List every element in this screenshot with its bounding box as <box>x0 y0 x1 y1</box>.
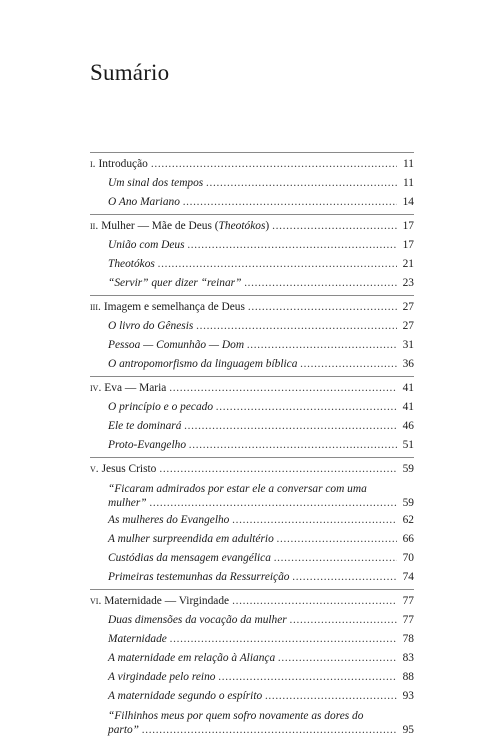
subsection-title-line2: mulher” <box>108 497 147 509</box>
page-number: 51 <box>402 439 414 451</box>
subsection-title: O antropomorfismo da linguagem bíblica <box>108 358 298 370</box>
subsection-title-line2: parto” <box>108 724 140 736</box>
toc-subsection-entry[interactable] <box>90 255 414 274</box>
chapter-title: Eva — Maria <box>104 382 167 394</box>
toc-subsection-entry[interactable] <box>90 611 414 630</box>
subsection-title: Custódias da mensagem evangélica <box>108 552 271 564</box>
dot-leader <box>183 193 397 212</box>
toc-chapter-entry[interactable] <box>90 460 414 479</box>
subsection-title: A virgindade pelo reino <box>108 671 216 683</box>
chapter-numeral: i. <box>90 158 96 170</box>
dot-leader <box>184 417 397 436</box>
chapter-title-part: Mulher — Mãe de Deus ( <box>101 220 219 232</box>
page-number: 83 <box>402 652 414 664</box>
subsection-title: Ele te dominará <box>108 420 182 432</box>
page-number: 11 <box>403 158 414 170</box>
subsection-title: O Ano Mariano <box>108 196 180 208</box>
page-number: 78 <box>402 633 414 645</box>
chapter-numeral: iv. <box>90 382 102 394</box>
page-number: 23 <box>402 277 414 289</box>
chapter-title: Introdução <box>98 158 148 170</box>
toc-chapter-entry[interactable] <box>90 217 414 236</box>
page-number: 93 <box>402 690 414 702</box>
dot-leader <box>216 398 397 417</box>
page-number: 77 <box>402 614 414 626</box>
page-number: 11 <box>403 177 414 189</box>
chapter-title-part: ) <box>265 220 270 232</box>
dot-leader <box>196 317 397 336</box>
toc-chapter-entry[interactable] <box>90 592 414 611</box>
toc-subsection-entry[interactable] <box>90 417 414 436</box>
page-number: 17 <box>402 220 414 232</box>
page-number: 77 <box>402 595 414 607</box>
chapter-title: Maternidade — Virgindade <box>104 595 230 607</box>
toc-chapter-entry[interactable] <box>90 155 414 174</box>
dot-leader <box>158 255 397 274</box>
page-number: 59 <box>402 463 414 475</box>
page-number: 41 <box>402 382 414 394</box>
table-of-contents <box>90 152 414 740</box>
dot-leader <box>169 379 397 398</box>
dot-leader <box>218 668 397 687</box>
toc-subsection-entry[interactable] <box>90 274 414 293</box>
subsection-title: Pessoa — Comunhão — Dom <box>108 339 245 351</box>
subsection-title: Duas dimensões da vocação da mulher <box>108 614 287 626</box>
subsection-title: A maternidade em relação à Aliança <box>108 652 276 664</box>
subsection-title: Maternidade <box>108 633 167 645</box>
toc-subsection-entry-wrapped[interactable] <box>90 479 414 511</box>
toc-chapter-entry[interactable] <box>90 298 414 317</box>
page-number: 95 <box>402 724 414 736</box>
dot-leader <box>265 687 397 706</box>
toc-subsection-entry[interactable] <box>90 549 414 568</box>
chapter-numeral: vi. <box>90 595 102 607</box>
dot-leader <box>272 217 397 236</box>
dot-leader <box>278 649 397 668</box>
dot-leader <box>188 236 397 255</box>
toc-subsection-entry[interactable] <box>90 687 414 706</box>
toc-subsection-entry[interactable] <box>90 630 414 649</box>
toc-subsection-entry[interactable] <box>90 355 414 374</box>
page-number: 31 <box>402 339 414 351</box>
toc-subsection-entry[interactable] <box>90 317 414 336</box>
toc-subsection-entry[interactable] <box>90 193 414 212</box>
dot-leader <box>189 436 397 455</box>
dot-leader <box>142 723 397 738</box>
page-number: 62 <box>402 514 414 526</box>
subsection-title: Theotókos <box>108 258 155 270</box>
toc-subsection-entry[interactable] <box>90 511 414 530</box>
toc-section-imagem-e-semelhanca <box>90 296 414 377</box>
toc-subsection-entry[interactable] <box>90 436 414 455</box>
page-number: 21 <box>402 258 414 270</box>
page-number: 88 <box>402 671 414 683</box>
toc-subsection-entry[interactable] <box>90 236 414 255</box>
toc-subsection-entry[interactable] <box>90 336 414 355</box>
dot-leader <box>248 298 397 317</box>
dot-leader <box>232 592 397 611</box>
subsection-title: Um sinal dos tempos <box>108 177 204 189</box>
subsection-title: As mulheres do Evangelho <box>108 514 230 526</box>
subsection-title-line1: “Filhinhos meus por quem sofro novamente as dores do <box>108 710 364 722</box>
dot-leader <box>232 511 397 530</box>
subsection-title: O princípio e o pecado <box>108 401 214 413</box>
page-number: 41 <box>402 401 414 413</box>
page-title: Sumário <box>90 60 170 85</box>
dot-leader <box>293 568 398 587</box>
toc-subsection-entry-wrapped[interactable] <box>90 706 414 738</box>
dot-leader <box>274 549 397 568</box>
toc-section-eva-maria <box>90 377 414 458</box>
page-number: 14 <box>402 196 414 208</box>
chapter-title: Jesus Cristo <box>101 463 157 475</box>
dot-leader <box>150 496 397 511</box>
page-number: 27 <box>402 320 414 332</box>
toc-section-introducao <box>90 153 414 215</box>
subsection-title: A maternidade segundo o espírito <box>108 690 263 702</box>
page-number: 74 <box>402 571 414 583</box>
page-number: 70 <box>402 552 414 564</box>
toc-subsection-entry[interactable] <box>90 174 414 193</box>
chapter-numeral: ii. <box>90 220 99 232</box>
chapter-numeral: v. <box>90 463 99 475</box>
dot-leader <box>300 355 397 374</box>
page-number: 66 <box>402 533 414 545</box>
dot-leader <box>170 630 397 649</box>
dot-leader <box>244 274 397 293</box>
page-number: 17 <box>402 239 414 251</box>
dot-leader <box>247 336 397 355</box>
subsection-title-line1: “Ficaram admirados por estar ele a conversar com uma <box>108 483 367 495</box>
subsection-title: Primeiras testemunhas da Ressurreição <box>108 571 290 583</box>
dot-leader <box>159 460 397 479</box>
page-number: 27 <box>402 301 414 313</box>
toc-section-jesus-cristo <box>90 458 414 590</box>
subsection-title: “Servir” quer dizer “reinar” <box>108 277 242 289</box>
toc-section-maternidade-virgindade <box>90 590 414 740</box>
toc-subsection-entry[interactable] <box>90 668 414 687</box>
toc-chapter-entry[interactable] <box>90 379 414 398</box>
toc-subsection-entry[interactable] <box>90 568 414 587</box>
dot-leader <box>206 174 397 193</box>
dot-leader <box>151 155 397 174</box>
chapter-title: Imagem e semelhança de Deus <box>103 301 245 313</box>
dot-leader <box>290 611 397 630</box>
page-number: 46 <box>402 420 414 432</box>
subsection-title: Proto-Evangelho <box>108 439 187 451</box>
dot-leader <box>277 530 397 549</box>
toc-subsection-entry[interactable] <box>90 649 414 668</box>
subsection-title: O livro do Gênesis <box>108 320 194 332</box>
toc-subsection-entry[interactable] <box>90 398 414 417</box>
page-number: 59 <box>402 497 414 509</box>
subsection-title: A mulher surpreendida em adultério <box>108 533 274 545</box>
page-number: 36 <box>402 358 414 370</box>
subsection-title: União com Deus <box>108 239 185 251</box>
toc-subsection-entry[interactable] <box>90 530 414 549</box>
chapter-numeral: iii. <box>90 301 101 313</box>
chapter-title-italic: Theotókos <box>218 220 266 232</box>
toc-section-mulher-mae-de-deus <box>90 215 414 296</box>
